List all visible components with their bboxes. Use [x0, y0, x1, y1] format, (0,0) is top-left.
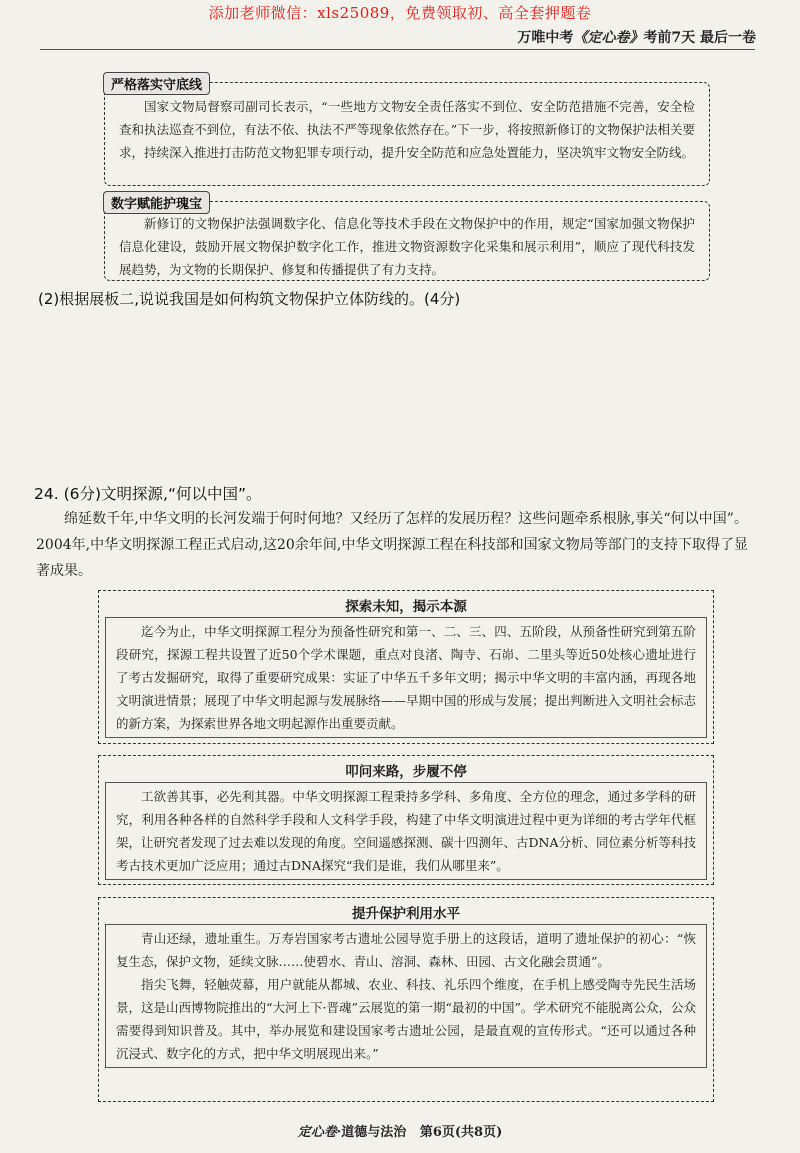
question-24-intro: 绵延数千年,中华文明的长河发端于何时何地？又经历了怎样的发展历程？这些问题牵系根脉,事关“何以中国”。2004年,中华文明探源工程正式启动,这20余年间,中华文明探源工程在科技部和国家文物局等部门的支持下取得了显著成果。 — [36, 511, 748, 579]
panel-digital-treasure — [104, 197, 710, 281]
header-divider — [40, 49, 755, 50]
panel-tag: 严格落实守底线 — [103, 72, 210, 95]
box-title: 叩问来路，步履不停 — [345, 764, 467, 780]
box-body — [105, 617, 707, 738]
box-explore-origin — [98, 590, 714, 744]
page-footer — [0, 1121, 800, 1140]
box-body — [105, 782, 707, 880]
promo-banner: 添加老师微信：xls25089，免费领取初、高全套押题卷 — [208, 4, 592, 22]
box-title: 探索未知，揭示本源 — [345, 599, 467, 615]
box-protection-utilization — [98, 897, 714, 1102]
box-ask-the-road — [98, 755, 714, 885]
panel-strict-bottom-line — [104, 78, 710, 186]
box-paragraph: 指尖飞舞，轻触荧幕，用户就能从都城、农业、科技、礼乐四个维度，在手机上感受陶寺先民生活场景，这是山西博物院推出的“大河上下·晋魂”云展览的第一期“最初的中国”。学术研究不能脱离公众，公众需要得到知识普及。其中，举办展览和建设国家考古遗址公园，是最直观的宣传形式。“还可以通过各种沉浸式、数字化的方式，把中华文明展现出来。” — [116, 977, 696, 1061]
panel-text: 国家文物局督察司副司长表示，“一些地方文物安全责任落实不到位、安全防范措施不完善，安全检查和执法巡查不到位，有法不依、执法不严等现象依然存在。”下一步，将按照新修订的文物保护法相关要求，持续深入推进打击防范文物犯罪专项行动，提升安全防范和应急处置能力，坚决筑牢文物安全防线。 — [119, 99, 695, 160]
footer-subject: ·道德与法治 — [336, 1125, 407, 1140]
question-23-2: (2)根据展板二,说说我国是如何构筑文物保护立体防线的。(4分) — [38, 290, 461, 308]
box-paragraph: 青山还绿，遗址重生。万寿岩国家考古遗址公园导览手册上的这段话，道明了遗址保护的初心：“恢复生态，保护文物，延续文脉……使碧水、青山、溶洞、森林、田园、古文化融会贯通”。 — [116, 931, 696, 969]
header-suffix: 考前7天 最后一卷 — [643, 30, 756, 46]
header-brand: 《定心卷》 — [573, 30, 644, 46]
panel-tag: 数字赋能护瑰宝 — [103, 191, 210, 214]
footer-page-number: 第6页(共8页) — [419, 1125, 503, 1140]
box-body — [105, 924, 707, 1068]
question-24-heading: 24. (6分)文明探源,“何以中国”。 — [34, 485, 262, 503]
page-header — [517, 27, 756, 47]
panel-text: 新修订的文物保护法强调数字化、信息化等技术手段在文物保护中的作用，规定“国家加强文物保护信息化建设，鼓励开展文物保护数字化工作，推进文物资源数字化采集和展示利用”，顺应了现代科技发展趋势，为文物的长期保护、修复和传播提供了有力支持。 — [119, 216, 695, 277]
box-title: 提升保护利用水平 — [352, 906, 460, 922]
box-paragraph: 工欲善其事，必先利其器。中华文明探源工程秉持多学科、多角度、全方位的理念，通过多学科的研究，利用各种各样的自然科学手段和人文科学手段，构建了中华文明演进过程中更为详细的考古学年代框架，让研究者发现了过去难以发现的角度。空间遥感探测、碳十四测年、古DNA分析、同位素分析等科技考古技术更加广泛应用；通过古DNA探究“我们是谁，我们从哪里来”。 — [116, 789, 696, 873]
box-paragraph: 迄今为止，中华文明探源工程分为预备性研究和第一、二、三、四、五阶段，从预备性研究到第五阶段研究，探源工程共设置了近50个学术课题，重点对良渚、陶寺、石峁、二里头等近50处核心遗址进行了考古发掘研究，取得了重要研究成果：实证了中华五千多年文明；揭示中华文明的丰富内涵，再现各地文明演进情景；展现了中华文明起源与发展脉络——早期中国的形成与发展；提出判断进入文明社会标志的新方案，为探索世界各地文明起源作出重要贡献。 — [116, 624, 696, 731]
footer-brand: 定心卷 — [297, 1125, 337, 1140]
header-prefix: 万唯中考 — [517, 30, 574, 46]
